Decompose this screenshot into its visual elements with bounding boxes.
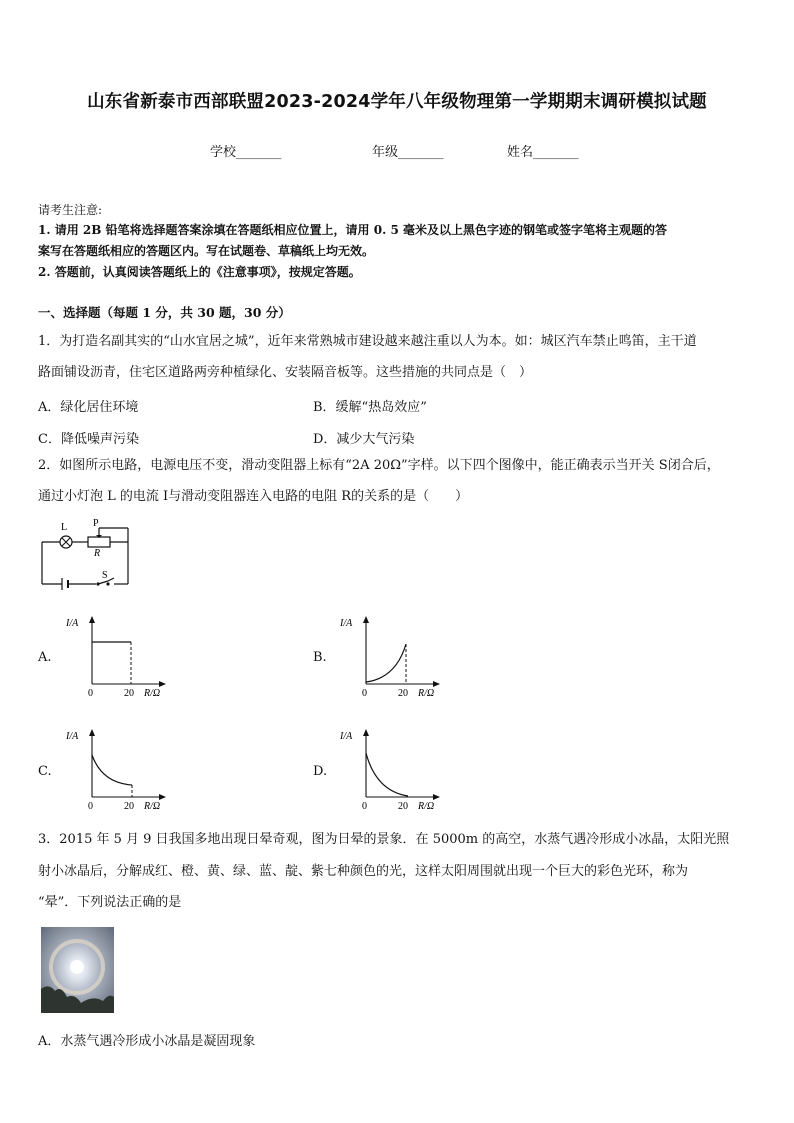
q1-option-d: D．减少大气污染	[313, 432, 415, 447]
graph-c	[62, 727, 182, 819]
q2-option-a-letter: A.	[38, 650, 52, 665]
x-axis-arrow	[433, 794, 440, 800]
x-label: R/Ω	[418, 801, 435, 812]
y-label: I/A	[66, 618, 79, 629]
lamp-label: L	[61, 522, 68, 533]
switch-contact	[106, 582, 109, 585]
tick-label: 20	[398, 688, 408, 699]
x-label: R/Ω	[144, 801, 161, 812]
q2-option-d-letter: D.	[313, 764, 328, 779]
switch-label: S	[102, 570, 108, 581]
x-axis-arrow	[159, 681, 166, 687]
page-title: 山东省新泰市西部联盟2023-2024学年八年级物理第一学期期末调研模拟试题	[87, 92, 707, 112]
tick-label: 20	[398, 801, 408, 812]
y-label: I/A	[340, 618, 353, 629]
graph-b	[336, 614, 456, 706]
origin-label: 0	[88, 688, 93, 699]
notice-line-3: 2. 答题前，认真阅读答题纸上的《注意事项》，按规定答题。	[38, 265, 361, 279]
tick-label: 20	[124, 688, 134, 699]
q2-line-2: 通过小灯泡 L 的电流 I与滑动变阻器连入电路的电阻 R的关系的是（ ）	[38, 489, 469, 504]
battery-symbol	[62, 578, 68, 590]
x-label: R/Ω	[418, 688, 435, 699]
grade-field: 年级_______	[372, 145, 444, 160]
q3-line-2: 射小冰晶后，分解成红、橙、黄、绿、蓝、靛、紫七种颜色的光，这样太阳周围就出现一个巨大的彩色光环，称为	[38, 864, 689, 879]
y-label: I/A	[340, 731, 353, 742]
notice-line-1: 1. 请用 2B 铅笔将选择题答案涂填在答题纸相应位置上，请用 0. 5 毫米及以上黑色字迹的钢笔或签字笔将主观题的答	[38, 223, 667, 237]
curve	[366, 644, 406, 682]
notice-line-2: 案写在答题纸相应的答题区内。写在试题卷、草稿纸上均无效。	[38, 244, 375, 258]
y-label: I/A	[66, 731, 79, 742]
tick-label: 20	[124, 801, 134, 812]
q1-option-c: C．降低噪声污染	[38, 432, 139, 447]
circuit-diagram	[36, 518, 136, 590]
curve	[92, 755, 132, 785]
q1-option-b: B．缓解“热岛效应”	[313, 400, 427, 415]
lamp-symbol	[60, 536, 72, 548]
q3-option-a: A．水蒸气遇冷形成小冰晶是凝固现象	[38, 1034, 256, 1049]
q1-line-2: 路面铺设沥青，住宅区道路两旁种植绿化、安装隔音板等。这些措施的共同点是（ ）	[38, 365, 533, 380]
x-axis-arrow	[159, 794, 166, 800]
sun-halo-photo	[41, 927, 114, 1013]
q1-line-1: 1．为打造名副其实的“山水宜居之城”，近年来常熟城市建设越来越注重以人为本。如：城区汽车禁止鸣笛，主干道	[38, 334, 697, 349]
q3-line-1: 3．2015 年 5 月 9 日我国多地出现日晕奇观，图为日晕的景象．在 5000m 的高空，水蒸气遇冷形成小冰晶，太阳光照	[38, 832, 730, 847]
q2-option-c-letter: C.	[38, 764, 52, 779]
y-axis-arrow	[363, 616, 369, 623]
x-axis-arrow	[433, 681, 440, 687]
q2-line-1: 2．如图所示电路，电源电压不变，滑动变阻器上标有“2A 20Ω”字样。以下四个图像中，能正确表示当开关 S闭合后，	[38, 458, 720, 473]
curve	[366, 753, 408, 796]
q1-option-a: A．绿化居住环境	[38, 400, 139, 415]
q3-line-3: “晕”．下列说法正确的是	[38, 895, 182, 910]
q2-option-b-letter: B.	[313, 650, 327, 665]
resistor-label: R	[94, 548, 101, 559]
section-heading: 一、选择题（每题 1 分，共 30 题，30 分）	[38, 305, 291, 320]
graph-d	[336, 727, 456, 819]
origin-label: 0	[88, 801, 93, 812]
y-axis-arrow	[363, 729, 369, 736]
y-axis-arrow	[89, 729, 95, 736]
notice-heading: 请考生注意:	[38, 203, 103, 217]
origin-label: 0	[362, 688, 367, 699]
graph-a	[62, 614, 182, 706]
school-field: 学校_______	[210, 145, 282, 160]
origin-label: 0	[362, 801, 367, 812]
x-label: R/Ω	[144, 688, 161, 699]
sun	[70, 960, 84, 974]
y-axis-arrow	[89, 616, 95, 623]
name-field: 姓名_______	[507, 145, 579, 160]
slider-label: P	[93, 518, 99, 529]
